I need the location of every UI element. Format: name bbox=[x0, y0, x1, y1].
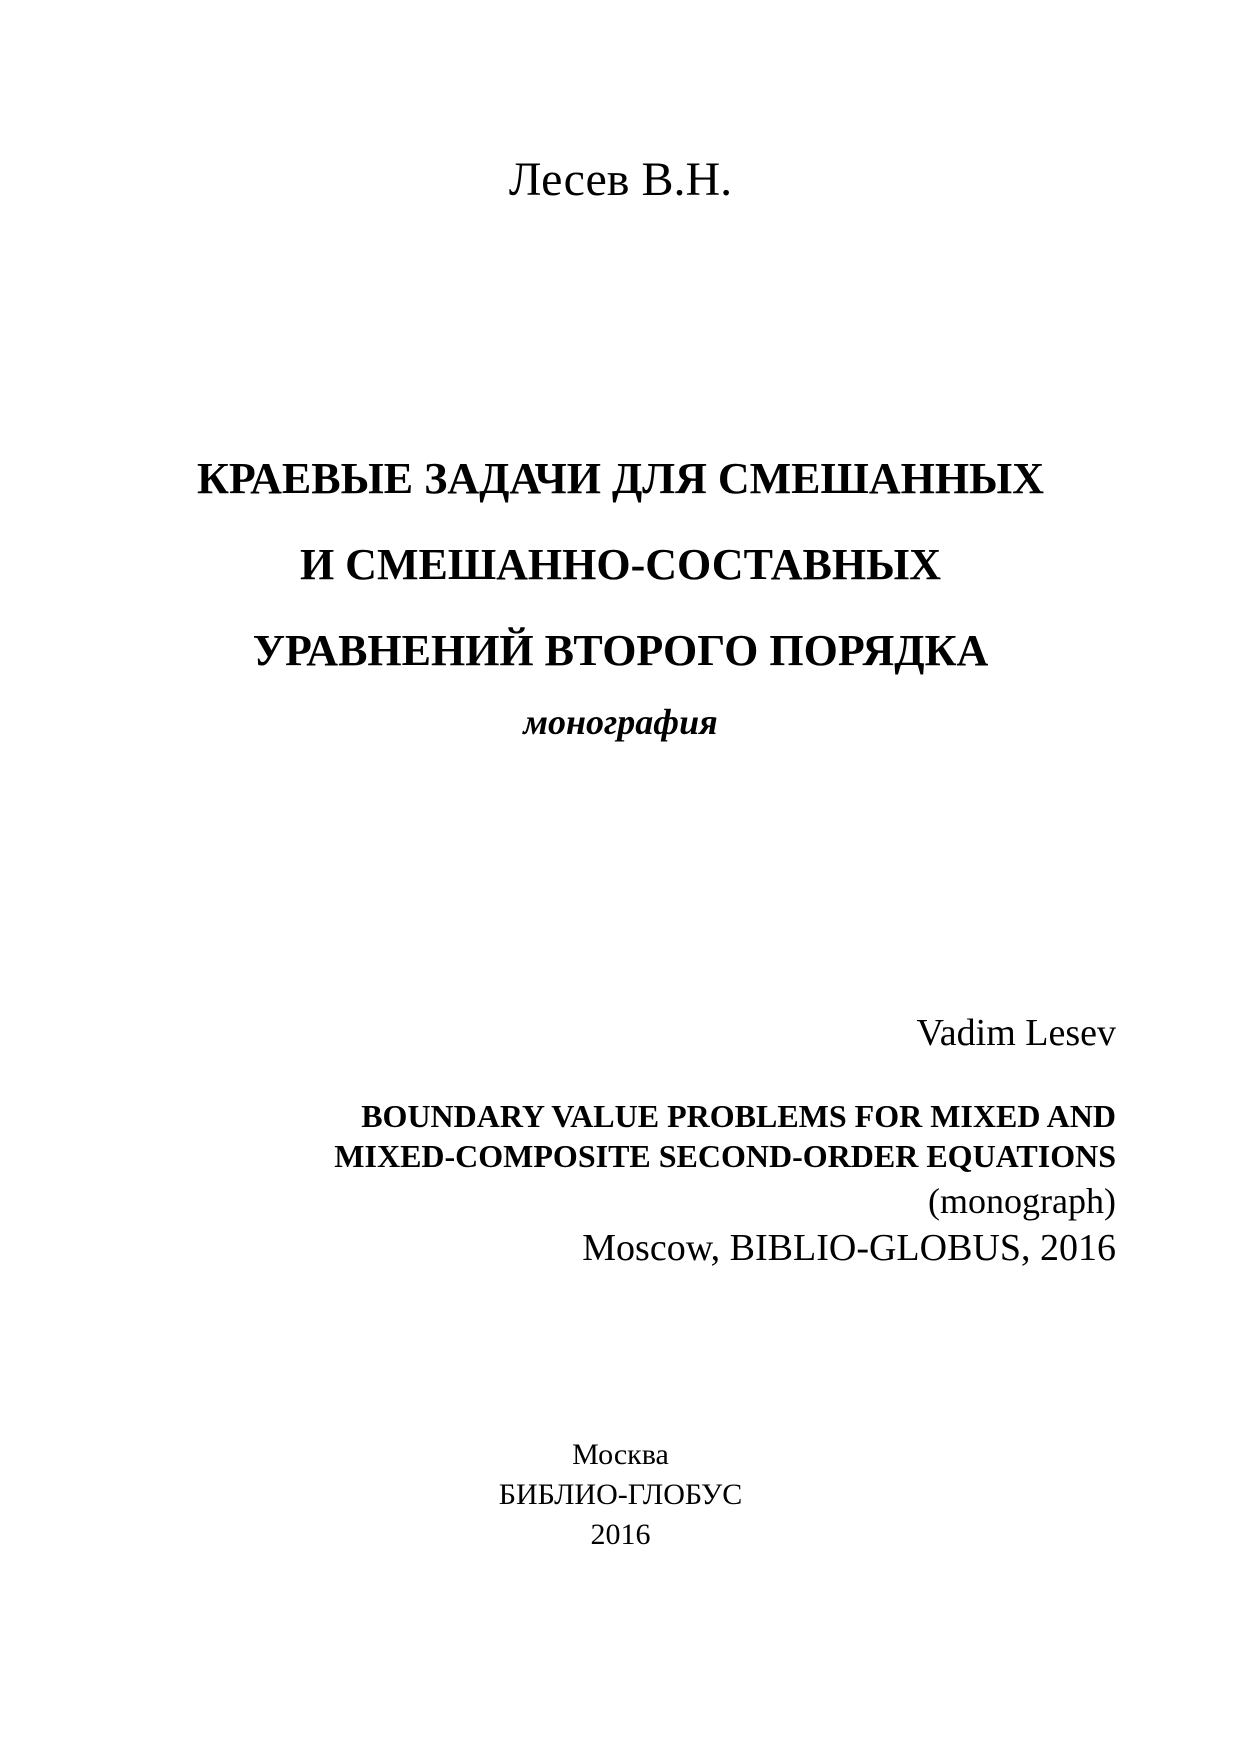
publisher-en: Moscow, BIBLIO-GLOBUS, 2016 bbox=[582, 1227, 1116, 1269]
book-title-ru bbox=[0, 436, 1241, 694]
author-name-en: Vadim Lesev bbox=[916, 1012, 1116, 1054]
imprint-publisher: БИБЛИО-ГЛОБУС bbox=[498, 1478, 743, 1511]
book-subtitle-ru: монография bbox=[523, 702, 718, 742]
imprint-city: Москва bbox=[572, 1438, 669, 1471]
title-en-line-2: MIXED-COMPOSITE SECOND-ORDER EQUATIONS bbox=[334, 1138, 1116, 1174]
author-name-ru: Лесев В.Н. bbox=[508, 153, 733, 206]
book-subtitle-en: (monograph) bbox=[928, 1181, 1116, 1221]
imprint-ru bbox=[0, 1435, 1241, 1555]
imprint-year: 2016 bbox=[590, 1518, 651, 1551]
title-line-3: УРАВНЕНИЙ ВТОРОГО ПОРЯДКА bbox=[252, 626, 989, 675]
book-title-en bbox=[116, 1096, 1116, 1176]
title-line-1: КРАЕВЫЕ ЗАДАЧИ ДЛЯ СМЕШАННЫХ bbox=[196, 454, 1045, 503]
title-line-2: И СМЕШАННО-СОСТАВНЫХ bbox=[299, 540, 942, 589]
title-en-line-1: BOUNDARY VALUE PROBLEMS FOR MIXED AND bbox=[361, 1098, 1116, 1134]
english-title-block bbox=[116, 1010, 1116, 1272]
